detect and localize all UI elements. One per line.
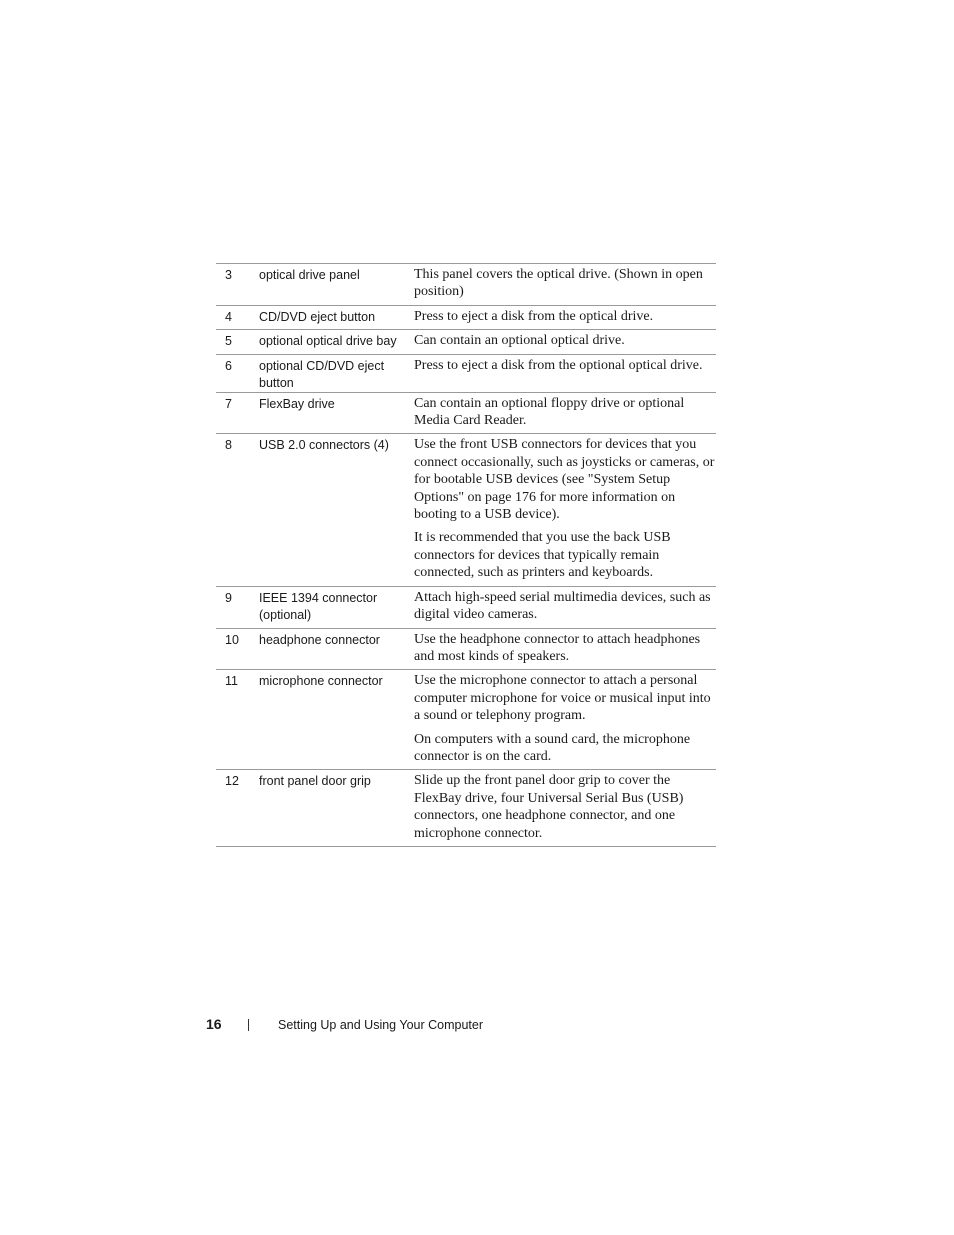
item-number: 9 [225,590,232,605]
item-name: FlexBay drive [259,396,335,411]
item-number: 8 [225,438,232,453]
item-description [414,434,716,586]
description-paragraph: Slide up the front panel door grip to cover the FlexBay drive, four Universal Serial Bus (USB) connectors, one headphone connector, and one microphone connector. [414,773,684,841]
item-description [414,670,716,770]
item-number: 6 [225,358,232,373]
table-row [216,392,716,434]
item-number: 10 [225,632,239,647]
item-name: USB 2.0 connectors (4) [259,438,389,453]
description-paragraph: Press to eject a disk from the optional optical drive. [414,357,703,373]
table-row [216,586,716,628]
item-number: 3 [225,268,232,282]
chapter-title: Setting Up and Using Your Computer [278,1018,483,1032]
description-paragraph: Press to eject a disk from the optical drive. [414,308,654,324]
item-name: front panel door grip [259,774,371,789]
item-description [414,770,716,847]
item-name: CD/DVD eject button [259,309,376,324]
page-number: 16 [206,1016,222,1032]
table-row [216,330,716,354]
item-number: 12 [225,774,239,789]
description-paragraph: On computers with a sound card, the microphone connector is on the card. [414,731,691,764]
item-number: 7 [225,396,232,411]
item-description [414,392,716,434]
footer-divider [248,1019,249,1031]
item-description [414,586,716,628]
description-paragraph: Attach high-speed serial multimedia devices, such as digital video cameras. [414,589,711,623]
table-row [216,264,716,306]
item-name: optional optical drive bay [259,334,397,349]
item-name: headphone connector [259,632,380,647]
item-description [414,330,716,354]
table-row [216,434,716,586]
item-number: 4 [225,309,232,324]
table-row [216,305,716,329]
item-description [414,354,716,392]
description-paragraph: Use the headphone connector to attach headphones and most kinds of speakers. [414,631,701,664]
item-name: microphone connector [259,674,383,689]
item-description [414,305,716,329]
item-name: IEEE 1394 connector (optional) [259,590,378,622]
item-number: 5 [225,334,232,349]
item-name: optional CD/DVD eject button [259,358,385,390]
description-paragraph: Use the microphone connector to attach a personal computer microphone for voice or musical input into a sound or telephony program. [414,673,711,724]
table-row [216,670,716,770]
table-row [216,354,716,392]
description-paragraph: It is recommended that you use the back USB connectors for devices that typically remain connected, such as printers and keyboards. [414,530,671,581]
page-footer [0,1014,954,1036]
item-description [414,628,716,670]
description-paragraph: Use the front USB connectors for devices that you connect occasionally, such as joysticks or cameras, or for bootable USB devices (see "System Setup Options" on page 176 for more information on booting to a USB device). [414,437,715,523]
item-description [414,264,716,306]
table-row [216,628,716,670]
item-name: optical drive panel [259,268,360,282]
front-panel-parts-table [216,263,716,847]
description-paragraph: Can contain an optional optical drive. [414,333,625,349]
description-paragraph: Can contain an optional floppy drive or optional Media Card Reader. [414,395,685,429]
description-paragraph: This panel covers the optical drive. (Shown in open position) [414,267,703,300]
item-number: 11 [225,674,238,689]
table-row [216,770,716,847]
